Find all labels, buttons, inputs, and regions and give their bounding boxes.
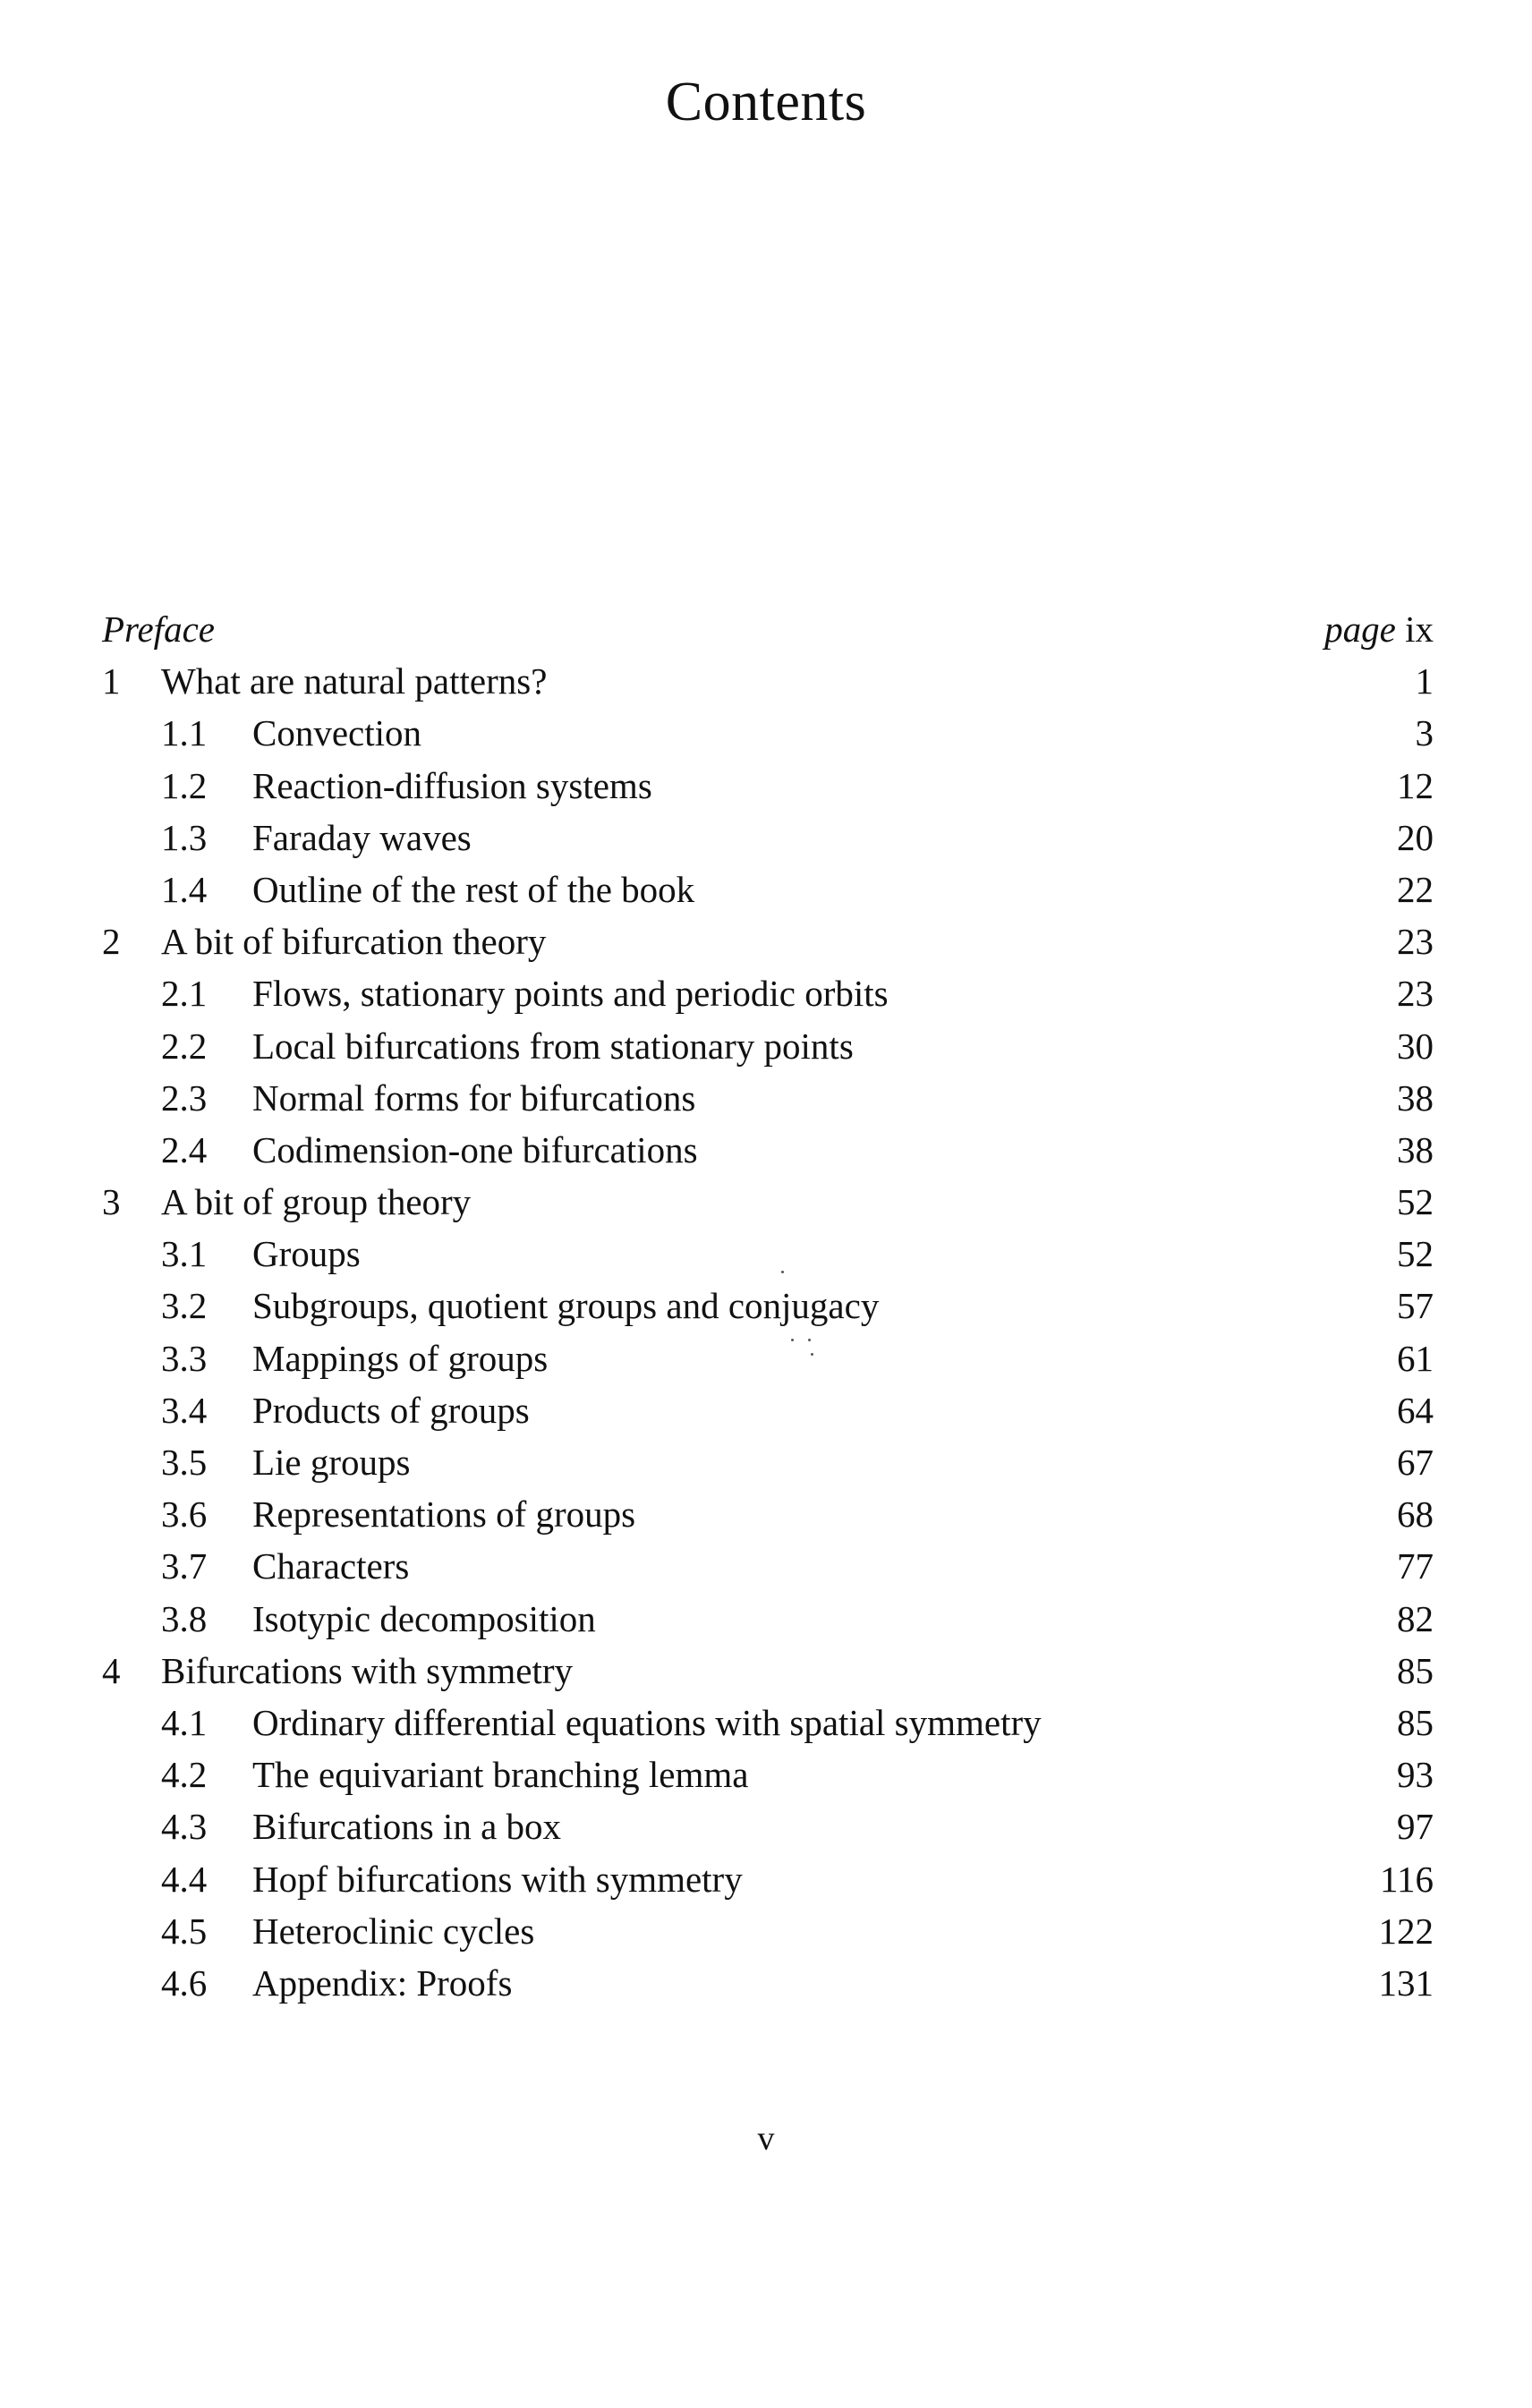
toc-chapter-row[interactable]: [102, 915, 1434, 967]
toc-chapter-page: 1: [1415, 660, 1434, 702]
toc-chapter-row[interactable]: [102, 1645, 1434, 1697]
toc-section-page: 82: [1397, 1597, 1434, 1639]
toc-section-title: Ordinary differential equations with spatial symmetry: [252, 1701, 1042, 1743]
toc-chapter-title: A bit of group theory: [161, 1181, 472, 1223]
toc-section-page: 12: [1397, 764, 1434, 806]
toc-section-title: The equivariant branching lemma: [252, 1754, 749, 1796]
toc-section-title: Products of groups: [252, 1389, 530, 1431]
toc-section-number: 2.1: [161, 973, 208, 1015]
toc-section-page: 68: [1397, 1493, 1434, 1536]
toc-section-page: 30: [1397, 1025, 1434, 1067]
toc-section-title: Isotypic decomposition: [252, 1597, 596, 1639]
toc-section-page: 77: [1397, 1545, 1434, 1587]
toc-chapter-number: 2: [102, 921, 121, 963]
toc-section-row[interactable]: [102, 864, 1434, 915]
toc-chapter-title: A bit of bifurcation theory: [161, 921, 547, 963]
table-of-contents: [102, 603, 1434, 2009]
toc-section-row[interactable]: [102, 967, 1434, 1019]
toc-section-number: 3.6: [161, 1493, 208, 1536]
toc-page-prefix: page: [1324, 608, 1396, 650]
toc-section-page: 64: [1397, 1389, 1434, 1431]
toc-section-page: 38: [1397, 1128, 1434, 1170]
toc-preface-row[interactable]: [102, 603, 1434, 655]
toc-section-row[interactable]: [102, 1749, 1434, 1800]
toc-section-number: 2.2: [161, 1025, 208, 1067]
toc-section-number: 4.3: [161, 1806, 208, 1848]
toc-section-title: Reaction-diffusion systems: [252, 764, 652, 806]
toc-section-number: 3.4: [161, 1389, 208, 1431]
toc-section-row[interactable]: [102, 812, 1434, 864]
toc-preface-label: Preface: [102, 608, 215, 650]
toc-section-page: 20: [1397, 816, 1434, 858]
page-title: Contents: [665, 72, 867, 132]
toc-section-row[interactable]: [102, 1488, 1434, 1540]
toc-section-number: 4.1: [161, 1701, 208, 1743]
toc-section-number: 3.5: [161, 1442, 208, 1483]
toc-chapter-number: 4: [102, 1649, 121, 1691]
toc-section-row[interactable]: [102, 1228, 1434, 1280]
toc-section-page: 131: [1378, 1961, 1434, 2004]
toc-section-row[interactable]: [102, 1332, 1434, 1384]
toc-section-title: Mappings of groups: [252, 1337, 549, 1379]
toc-section-row[interactable]: [102, 1384, 1434, 1436]
toc-section-page: 52: [1397, 1233, 1434, 1275]
toc-section-page: 3: [1415, 712, 1434, 754]
toc-section-number: 1.4: [161, 868, 208, 910]
toc-section-title: Hopf bifurcations with symmetry: [252, 1858, 743, 1900]
toc-chapter-title: What are natural patterns?: [161, 660, 548, 702]
toc-section-row[interactable]: [102, 760, 1434, 812]
toc-chapter-page: 52: [1397, 1181, 1434, 1223]
toc-section-number: 4.4: [161, 1858, 208, 1900]
toc-section-number: 1.1: [161, 712, 208, 754]
toc-section-row[interactable]: [102, 1280, 1434, 1332]
toc-section-page: 93: [1397, 1754, 1434, 1796]
toc-section-row[interactable]: [102, 707, 1434, 759]
toc-section-title: Subgroups, quotient groups and conjugacy: [252, 1285, 880, 1327]
toc-section-title: Bifurcations in a box: [252, 1806, 562, 1848]
scan-speck: [811, 1353, 813, 1356]
toc-section-number: 2.4: [161, 1128, 208, 1170]
scan-speck: [781, 1271, 784, 1273]
toc-chapter-number: 1: [102, 660, 121, 702]
toc-section-title: Codimension-one bifurcations: [252, 1128, 698, 1170]
toc-section-number: 3.1: [161, 1233, 208, 1275]
toc-section-title: Lie groups: [252, 1442, 411, 1483]
scan-speck: [808, 1339, 811, 1341]
page-number: v: [757, 2120, 775, 2157]
toc-section-row[interactable]: [102, 1697, 1434, 1749]
toc-section-number: 3.2: [161, 1285, 208, 1327]
toc-section-number: 3.3: [161, 1337, 208, 1379]
toc-section-title: Flows, stationary points and periodic orbits: [252, 973, 889, 1015]
toc-section-row[interactable]: [102, 1905, 1434, 1957]
toc-section-page: 116: [1380, 1858, 1434, 1900]
toc-chapter-number: 3: [102, 1181, 121, 1223]
toc-section-page: 97: [1397, 1806, 1434, 1848]
toc-chapter-page: 85: [1397, 1649, 1434, 1691]
toc-section-number: 4.6: [161, 1961, 208, 2004]
toc-section-title: Representations of groups: [252, 1493, 636, 1536]
toc-section-row[interactable]: [102, 1800, 1434, 1852]
toc-section-title: Characters: [252, 1545, 410, 1587]
toc-section-number: 2.3: [161, 1076, 208, 1119]
toc-section-row[interactable]: [102, 1593, 1434, 1645]
toc-section-row[interactable]: [102, 1853, 1434, 1905]
toc-chapter-title: Bifurcations with symmetry: [161, 1649, 574, 1691]
toc-section-page: 85: [1397, 1701, 1434, 1743]
toc-section-page: 22: [1397, 868, 1434, 910]
toc-preface-page: [1324, 603, 1434, 655]
toc-section-number: 3.7: [161, 1545, 208, 1587]
toc-section-title: Convection: [252, 712, 422, 754]
toc-preface-page-number: ix: [1405, 608, 1434, 650]
toc-section-number: 4.5: [161, 1910, 208, 1952]
toc-section-page: 38: [1397, 1076, 1434, 1119]
toc-chapter-page: 23: [1397, 921, 1434, 963]
toc-section-title: Faraday waves: [252, 816, 472, 858]
toc-section-page: 57: [1397, 1285, 1434, 1327]
toc-section-row[interactable]: [102, 1124, 1434, 1176]
toc-section-page: 23: [1397, 973, 1434, 1015]
toc-section-title: Outline of the rest of the book: [252, 868, 695, 910]
toc-chapter-row[interactable]: [102, 655, 1434, 707]
toc-section-page: 67: [1397, 1442, 1434, 1483]
toc-chapter-row[interactable]: [102, 1176, 1434, 1228]
toc-section-number: 4.2: [161, 1754, 208, 1796]
toc-section-row[interactable]: [102, 1540, 1434, 1592]
toc-section-page: 61: [1397, 1337, 1434, 1379]
toc-section-row[interactable]: [102, 1020, 1434, 1072]
toc-section-number: 1.2: [161, 764, 208, 806]
toc-section-row[interactable]: [102, 1072, 1434, 1124]
toc-section-row[interactable]: [102, 1436, 1434, 1488]
toc-section-title: Normal forms for bifurcations: [252, 1076, 696, 1119]
toc-section-title: Local bifurcations from stationary points: [252, 1025, 854, 1067]
toc-section-number: 1.3: [161, 816, 208, 858]
scan-speck: [791, 1339, 794, 1341]
toc-section-title: Groups: [252, 1233, 361, 1275]
toc-section-row[interactable]: [102, 1957, 1434, 2009]
toc-section-title: Appendix: Proofs: [252, 1961, 513, 2004]
toc-section-title: Heteroclinic cycles: [252, 1910, 535, 1952]
toc-section-page: 122: [1378, 1910, 1434, 1952]
toc-section-number: 3.8: [161, 1597, 208, 1639]
